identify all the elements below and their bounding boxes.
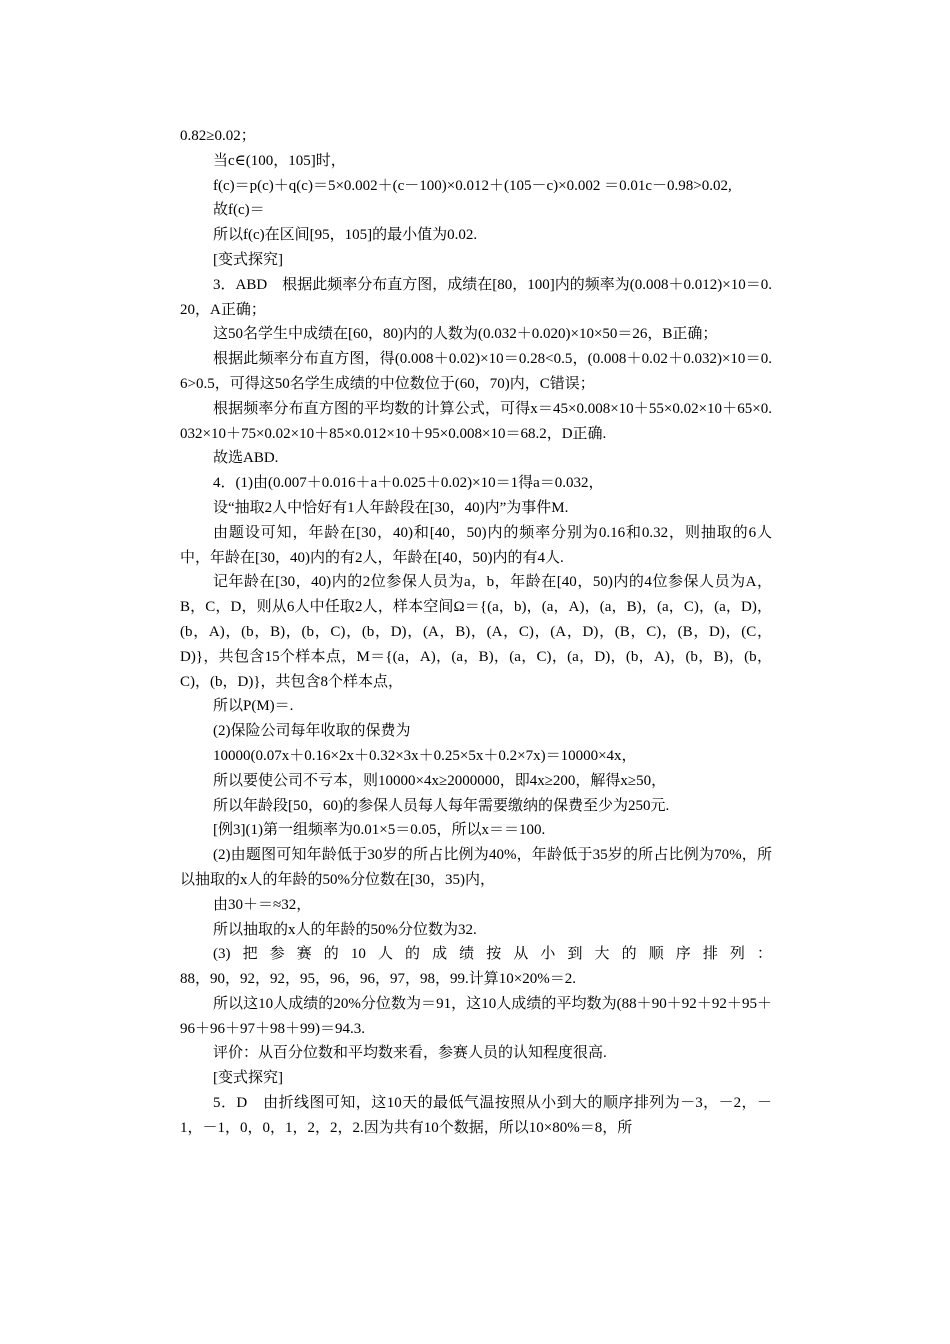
paragraph-14: 记年龄在[30，40)内的2位参保人员为a，b，年龄在[40，50)内的4位参保人员为A，B，C，D，则从6人中任取2人，样本空间Ω＝{(a，b)，(a，A)，(a，B)，(a，C)，(a，D)，(b，A)，(b，B)，(b，C)，(b，D)，(A，B)，(A，C)，(A，D)，(B，C)，(B，D)，(C，D)}，共包含15个样本点，M＝{(a，A)，(a，B)，(a，C)，(a，D)，(b，A)，(b，B)，(b，C)，(b，D)}，共包含8个样本点，	[180, 574, 772, 690]
paragraph-13: 由题设可知，年龄在[30，40)和[40，50)内的频率分别为0.16和0.32，则抽取的6人中，年龄在[30，40)内的有2人，年龄在[40，50)内的有4人.	[180, 524, 772, 566]
paragraph-16: (2)保险公司每年收取的保费为	[213, 723, 411, 740]
paragraph-6: 3．ABD 根据此频率分布直方图，成绩在[80，100]内的频率为(0.008＋0.012)×10＝0.20，A正确；	[180, 276, 772, 318]
section-heading-variant-1: [变式探究]	[213, 251, 283, 268]
paragraph-7: 这50名学生中成绩在[60，80)内的人数为(0.032＋0.020)×10×50＝26，B正确；	[213, 326, 718, 343]
paragraph-11: 4．(1)由(0.007＋0.016＋a＋0.025＋0.02)×10＝1得a＝0.032，	[213, 475, 604, 492]
example-3-heading: [例3](1)第一组频率为0.01×5＝0.05，所以x＝＝100.	[213, 822, 546, 839]
paragraph-22: 由30＋＝≈32，	[213, 896, 312, 913]
paragraph-21: (2)由题图可知年龄低于30岁的所占比例为40%，年龄低于35岁的所占比例为70%，所以抽取的x人的年龄的50%分位数在[30，35)内，	[180, 847, 772, 888]
paragraph-4: 所以f(c)在区间[95，105]的最小值为0.02.	[213, 227, 478, 244]
paragraph-27: 评价：从百分位数和平均数来看，参赛人员的认知程度很高.	[213, 1045, 607, 1062]
paragraph-0: 0.82≥0.02；	[180, 128, 256, 144]
paragraph-9: 根据频率分布直方图的平均数的计算公式，可得x＝45×0.008×10＋55×0.02×10＋65×0.032×10＋75×0.02×10＋85×0.012×10＋95×0.008×10＝68.2，D正确.	[180, 400, 772, 442]
paragraph-1: 当c∈(100，105]时，	[213, 152, 346, 169]
paragraph-18: 所以要使公司不亏本，则10000×4x≥2000000，即4x≥200，解得x≥50，	[213, 772, 667, 789]
paragraph-17: 10000(0.07x＋0.16×2x＋0.32×3x＋0.25×5x＋0.2×7x)＝10000×4x，	[213, 747, 637, 764]
paragraph-19: 所以年龄段[50，60)的参保人员每人每年需要缴纳的保费至少为250元.	[213, 797, 670, 814]
paragraph-23: 所以抽取的x人的年龄的50%分位数为32.	[213, 921, 477, 938]
paragraph-15: 所以P(M)＝.	[213, 698, 294, 715]
paragraph-3: 故f(c)＝	[213, 202, 265, 219]
paragraph-26: 所以这10人成绩的20%分位数为＝91，这10人成绩的平均数为(88＋90＋92＋92＋95＋96＋96＋97＋98＋99)＝94.3.	[180, 995, 772, 1037]
paragraph-8: 根据此频率分布直方图，得(0.008＋0.02)×10＝0.28<0.5，(0.008＋0.02＋0.032)×10＝0.6>0.5，可得这50名学生成绩的中位数位于(60，70)内，C错误；	[180, 351, 772, 392]
paragraph-29: 5．D 由折线图可知，这10天的最低气温按照从小到大的顺序排列为－3，－2，－1，－1，0，0，1，2，2，2.因为共有10个数据，所以10×80%＝8，所	[180, 1095, 772, 1136]
paragraph-10: 故选ABD.	[213, 450, 279, 467]
paragraph-12: 设“抽取2人中恰好有1人年龄段在[30，40)内”为事件M.	[213, 499, 569, 516]
paragraph-2: f(c)＝p(c)＋q(c)＝5×0.002＋(c－100)×0.012＋(105－c)×0.002 ＝0.01c－0.98>0.02,	[213, 177, 732, 194]
paragraph-25: 88，90，92，92，95，96，96，97，98，99.计算10×20%＝2.	[180, 971, 576, 988]
document-body	[180, 124, 772, 1141]
section-heading-variant-2: [变式探究]	[213, 1070, 283, 1087]
paragraph-24: (3)把参赛的10人的成绩按从小到大的顺序排列：	[213, 946, 772, 963]
